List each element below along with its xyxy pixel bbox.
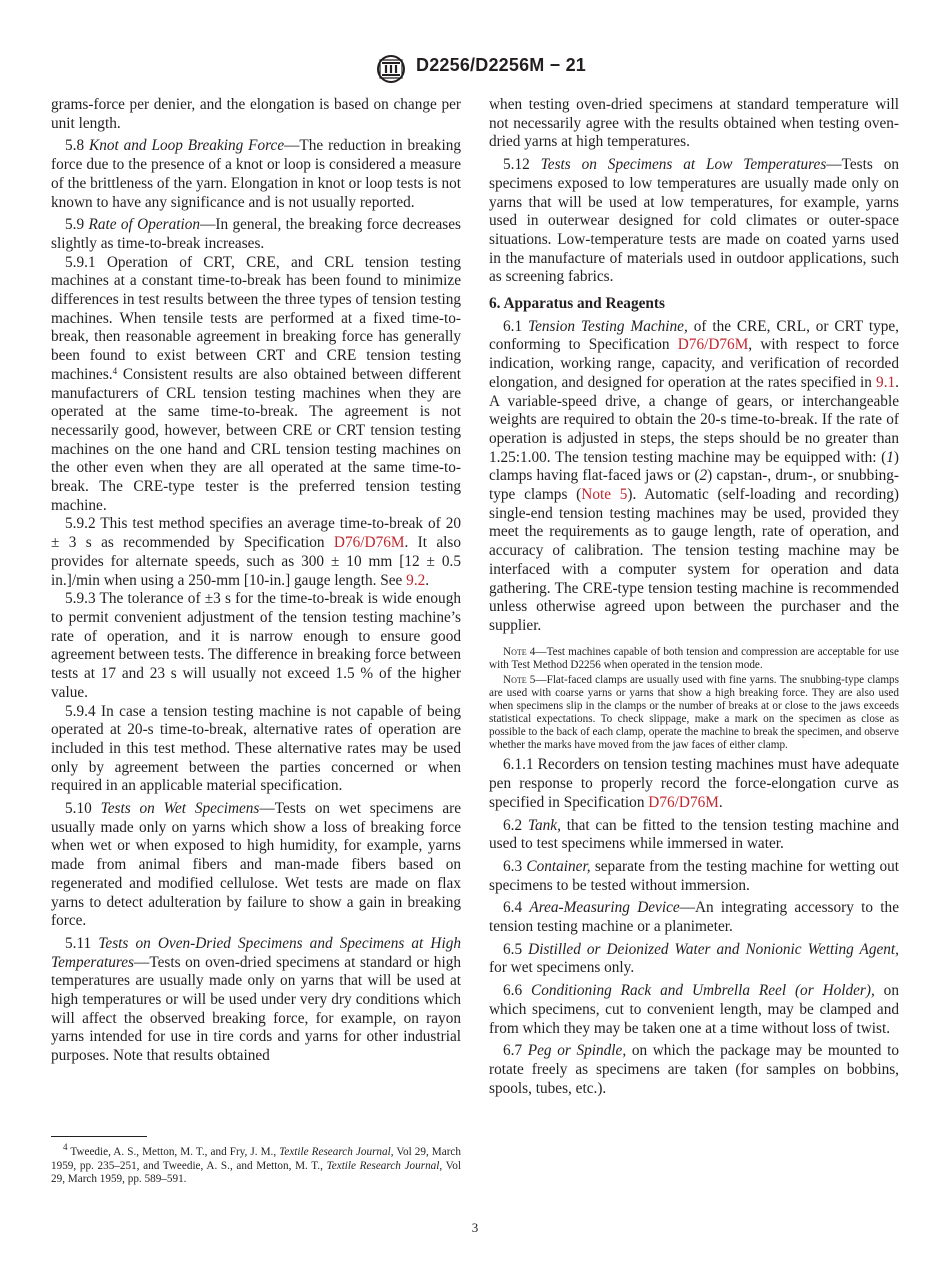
link-note-5[interactable]: Note 5	[581, 486, 628, 504]
paragraph-continuation-right: when testing oven-dried specimens at standard temperature will not necessarily agree with the results obtained when testing oven-dried yarns at high temperatures.	[489, 96, 899, 151]
paragraph-5-9-1: 5.9.1 Operation of CRT, CRE, and CRL tension testing machines at a constant time-to-break has been found to minimize differences in test results between the three types of tension testing machines. When tensile tests are performed at a fixed time-to-break, then reasonable agreement in breaking force has generally been found to exist between CRT and CRE tension testing machines.$^4$ Consistent results are also obtained between different manufacturers of CRL tension testing machines when they are operated at the same time-to-break. The agreement is not necessarily good, however, between CRE or CRT tension testing machines on the one hand and CRL tension testing machines on the other even when they are all operated at the same time-to-break. The CRE-type tester is the preferred tension testing machine.	[51, 253, 461, 514]
paragraph-5-11: 5.11 Tests on Oven-Dried Specimens and Specimens at High Temperatures—Tests on oven-dried specimens at standard or high temperatures are usually made only on yarns that will be used at high temperatures or will be used under very dry conditions which will affect the observed breaking force, for example, on rayon yarns intended for use in tire cords and yarns for other industrial purposes. Note that results obtained	[51, 934, 461, 1065]
link-d76[interactable]: D76/D76M	[648, 793, 719, 811]
link-section-9-2[interactable]: 9.2	[406, 571, 426, 589]
paragraph-5-9-3: 5.9.3 The tolerance of ±3 s for the time-to-break is wide enough to permit convenient adjustment of the tension testing machine’s rate of operation, and it is narrow enough to ensure good agreement between tests. The difference in breaking force between tests at 17 and 23 s will usually not exceed 1.5 % of the higher value.	[51, 590, 461, 701]
page-number: 3	[471, 1220, 479, 1235]
link-section-9-1[interactable]: 9.1	[876, 373, 896, 391]
paragraph-5-12: 5.12 Tests on Specimens at Low Temperatures—Tests on specimens exposed to low temperatures are usually made only on yarns that will be used at low temperatures, for example, yarns used in outerwear designed for cold climates or outer-space situations. Low-temperature tests are made on coated yarns used in the manufacture of materials used in outdoor applications, such as screening fabrics.	[489, 156, 900, 286]
document-designation: D2256/D2256M − 21	[416, 55, 587, 75]
footnote-4: $^4$ Tweedie, A. S., Metton, M. T., and Fry, J. M., Textile Research Journal, Vol 29, March 1959, pp. 235–251, and Tweedie, A. S., and Metton, M. T., Textile Research Journal, Vol 29, March 1959, pp. 589–591.	[51, 1142, 461, 1186]
left-column	[51, 96, 461, 1066]
paragraph-5-10: 5.10 Tests on Wet Specimens—Tests on wet specimens are usually made only on yarns which show a loss of breaking force when wet or when exposed to high humidity, for example, yarns made from animal fibers and man-made fibers based on regenerated and modified cellulose. Wet tests are made on flax yarns to detect adulteration by failure to show a gain in breaking force.	[51, 800, 461, 930]
astm-logo-icon	[372, 54, 410, 84]
paragraph-5-9-2: 5.9.2 This test method specifies an average time-to-break of 20 ± 3 s as recommended by Specification D76/D76M. It also provides for alternate speeds, such as 300 ± 10 mm [12 ± 0.5 in.]/min when using a 250-mm [10-in.] gauge length. See 9.2.	[51, 515, 461, 589]
paragraph-5-9-4: 5.9.4 In case a tension testing machine is not capable of being operated at 20-s time-to-break, alternative rates of operation are included in this test method. These alternative rates may be used only by agreement between the parties concerned or when required in an applicable material specification.	[51, 702, 461, 795]
footnote-ref[interactable]: 4	[112, 365, 118, 376]
paragraph-6-4: 6.4 Area-Measuring Device—An integrating accessory to the tension testing machine or a planimeter.	[489, 899, 899, 936]
page-header	[0, 54, 950, 84]
footnote-divider	[51, 1136, 147, 1137]
link-d76[interactable]: D76/D76M	[333, 534, 405, 552]
note-4: Note 4—Test machines capable of both tension and compression are acceptable for use with Test Method D2256 when operated in the tension mode.	[489, 645, 899, 671]
paragraph-6-1-1: 6.1.1 Recorders on tension testing machines must have adequate pen response to properly record the force-elongation curve as specified in Specification D76/D76M.	[489, 756, 899, 811]
paragraph-6-5: 6.5 Distilled or Deionized Water and Nonionic Wetting Agent, for wet specimens only.	[489, 940, 900, 977]
paragraph-continuation: grams-force per denier, and the elongation is based on change per unit length.	[51, 96, 461, 132]
paragraph-5-9: 5.9 Rate of Operation—In general, the breaking force decreases slightly as time-to-break increases.	[51, 216, 461, 252]
paragraph-6-6: 6.6 Conditioning Rack and Umbrella Reel (or Holder), on which specimens, cut to convenient length, may be clamped and from which they may be taken one at a time without loss of twist.	[489, 982, 899, 1037]
paragraph-6-3: 6.3 Container, separate from the testing machine for wetting out specimens to be tested without immersion.	[489, 857, 899, 894]
link-d76[interactable]: D76/D76M	[677, 336, 749, 354]
section-heading-6: 6. Apparatus and Reagents	[489, 295, 665, 313]
note-5: Note 5—Flat-faced clamps are usually used with fine yarns. The snubbing-type clamps are used with coarse yarns or yarns that show a high breaking force. They are also used when specimens slip in the clamps or the number of breaks at or close to the jaws exceeds statistical expectations. To check slippage, make a mark on the specimen as close as possible to the back of each clamp, operate the machine to break the specimen, and observe whether the marks have moved from the jaw faces of either clamp.	[489, 673, 900, 752]
paragraph-5-8: 5.8 Knot and Loop Breaking Force—The reduction in breaking force due to the presence of a knot or loop is considered a measure of the brittleness of the yarn. Elongation in knot or loop tests is not known to have any significance and is not usually reported.	[51, 137, 461, 211]
paragraph-6-2: 6.2 Tank, that can be fitted to the tension testing machine and used to test specimens while immersed in water.	[489, 816, 900, 853]
paragraph-6-7: 6.7 Peg or Spindle, on which the package may be mounted to rotate freely as specimens are taken (for samples on bobbins, spools, tubes, etc.).	[489, 1042, 899, 1097]
right-column	[489, 96, 899, 1098]
paragraph-6-1: 6.1 Tension Testing Machine, of the CRE, CRL, or CRT type, conforming to Specification D76/D76M, with respect to force indication, working range, capacity, and verification of recorded elongation, and designed for operation at the rates specified in 9.1. A variable-speed drive, a change of gears, or interchangeable weights are required to obtain the 20-s time-to-break. If the rate of operation is adjusted in steps, the steps should be no greater than 1.25:1.00. The tension testing machine may be equipped with: (1) clamps having flat-faced jaws or (2) capstan-, drum-, or snubbing-type clamps (Note 5). Automatic (self-loading and recording) single-end tension testing machines may be used, provided they meet the requirements as to gauge length, rate of operation, and accuracy of calibration. The tension testing machine may be interfaced with a computer system for operation and data gathering. The CRE-type tension testing machine is recommended unless otherwise agreed upon between the purchaser and the supplier.	[489, 317, 900, 634]
